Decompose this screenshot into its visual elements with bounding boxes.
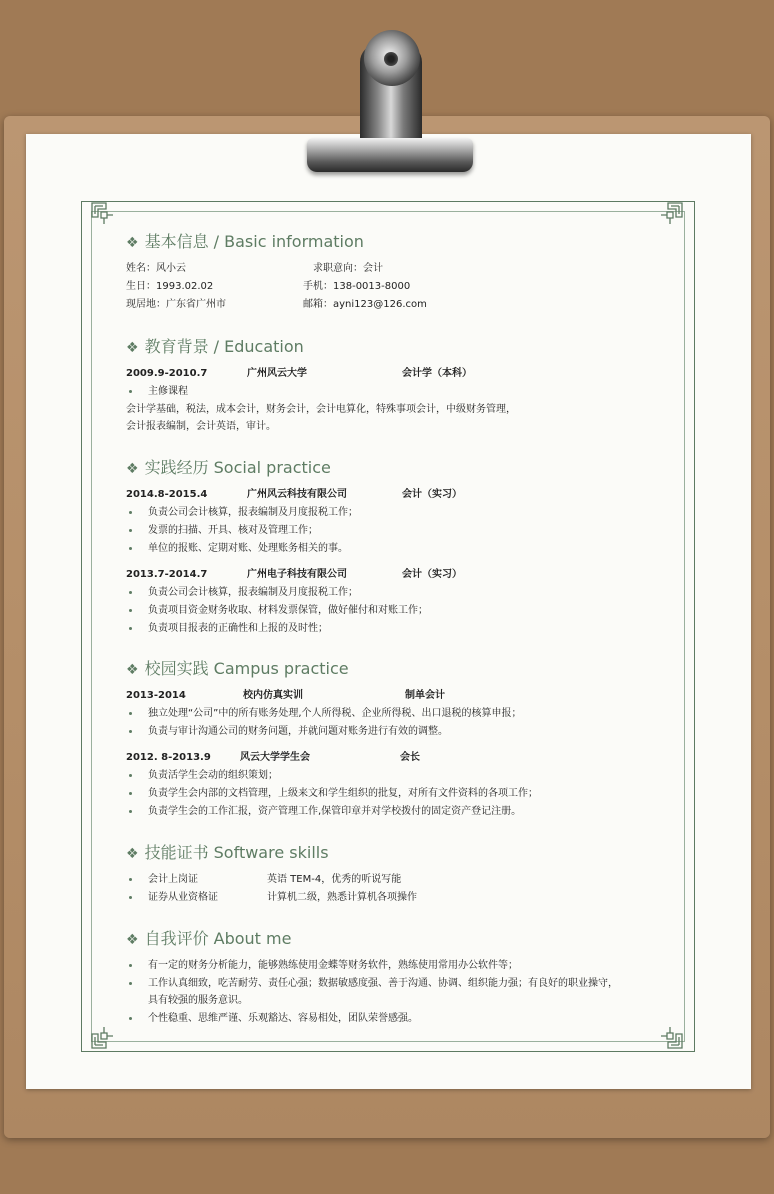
section-heading-skills: ❖ 技能证书 Software skills (126, 843, 329, 862)
corner-ornament-icon (659, 202, 683, 226)
job-company: 广州电子科技有限公司 (247, 569, 347, 580)
campus-item: 负责学生会的工作汇报，资产管理工作,保管印章并对学校拨付的固定资产登记注册。 (148, 806, 522, 817)
section-heading-practice: ❖ 实践经历 Social practice (126, 458, 331, 477)
about-item: 具有较强的服务意识。 (148, 995, 248, 1006)
bullet-icon (129, 810, 132, 813)
bullet-icon (129, 1017, 132, 1020)
binder-clip-hole (384, 52, 398, 66)
job-item: 负责公司会计核算，报表编制及月度报税工作； (148, 507, 358, 518)
bullet-icon (129, 878, 132, 881)
corner-ornament-icon (659, 1025, 683, 1049)
edu-bullet: 主修课程 (148, 386, 188, 397)
bullet-icon (129, 591, 132, 594)
bullet-icon (129, 529, 132, 532)
job-item: 单位的报账、定期对账、处理账务相关的事。 (148, 543, 348, 554)
job-item: 负责公司会计核算，报表编制及月度报税工作； (148, 587, 358, 598)
campus-org: 风云大学学生会 (240, 752, 310, 763)
bullet-icon (129, 712, 132, 715)
diamond-bullet-icon: ❖ (126, 662, 139, 678)
corner-ornament-icon (91, 202, 115, 226)
skill-item: 英语 TEM-4，优秀的听说写能 (267, 874, 402, 885)
bullet-icon (129, 730, 132, 733)
edu-course-line: 会计学基础，税法，成本会计，财务会计，会计电算化，特殊事项会计，中级财务管理， (126, 404, 516, 415)
bullet-icon (129, 609, 132, 612)
skill-item: 计算机二级，熟悉计算机各项操作 (267, 892, 417, 903)
job-period: 2014.8-2015.4 (126, 489, 208, 500)
bullet-icon (129, 792, 132, 795)
skill-cert: 证券从业资格证 (148, 892, 218, 903)
campus-period: 2013-2014 (126, 690, 186, 701)
diamond-bullet-icon: ❖ (126, 846, 139, 862)
bullet-icon (129, 390, 132, 393)
about-item: 工作认真细致，吃苦耐劳、责任心强；数据敏感度强、善于沟通、协调、组织能力强；有良好的职业操守， (148, 978, 618, 989)
info-name: 姓名：风小云 (126, 263, 186, 274)
campus-org: 校内仿真实训 (243, 690, 303, 701)
job-role: 会计（实习） (402, 569, 462, 580)
info-phone: 手机：138-0013-8000 (303, 281, 411, 292)
edu-period: 2009.9-2010.7 (126, 368, 208, 379)
bullet-icon (129, 547, 132, 550)
edu-school: 广州风云大学 (247, 368, 307, 379)
binder-clip-base (307, 138, 473, 172)
info-email: 邮箱：ayni123@126.com (303, 299, 427, 310)
info-address: 现居地：广东省广州市 (126, 299, 226, 310)
job-period: 2013.7-2014.7 (126, 569, 208, 580)
about-item: 有一定的财务分析能力，能够熟练使用金蝶等财务软件，熟练使用常用办公软件等； (148, 960, 518, 971)
campus-role: 制单会计 (405, 690, 445, 701)
edu-course-line: 会计报表编制，会计英语，审计。 (126, 421, 276, 432)
section-heading-education: ❖ 教育背景 / Education (126, 337, 304, 356)
info-objective: 求职意向：会计 (313, 263, 383, 274)
edu-major: 会计学（本科） (402, 368, 472, 379)
diamond-bullet-icon: ❖ (126, 461, 139, 477)
bullet-icon (129, 774, 132, 777)
section-heading-about: ❖ 自我评价 About me (126, 929, 292, 948)
corner-ornament-icon (91, 1025, 115, 1049)
job-item: 负责项目报表的正确性和上报的及时性； (148, 623, 328, 634)
bullet-icon (129, 627, 132, 630)
diamond-bullet-icon: ❖ (126, 932, 139, 948)
campus-item: 负责学生会内部的文档管理，上级来文和学生组织的批复，对所有文件资料的各项工作； (148, 788, 538, 799)
campus-period: 2012. 8-2013.9 (126, 752, 211, 763)
campus-item: 负责活学生会动的组织策划； (148, 770, 278, 781)
campus-item: 独立处理“公司”中的所有账务处理,个人所得税、企业所得税、出口退税的核算申报； (148, 708, 522, 719)
job-company: 广州风云科技有限公司 (247, 489, 347, 500)
bullet-icon (129, 964, 132, 967)
diamond-bullet-icon: ❖ (126, 340, 139, 356)
about-item: 个性稳重、思维严谨、乐观豁达、容易相处，团队荣誉感强。 (148, 1013, 418, 1024)
job-role: 会计（实习） (402, 489, 462, 500)
section-heading-campus: ❖ 校园实践 Campus practice (126, 659, 349, 678)
skill-cert: 会计上岗证 (148, 874, 198, 885)
section-heading-basic: ❖ 基本信息 / Basic information (126, 232, 364, 251)
bullet-icon (129, 511, 132, 514)
bullet-icon (129, 982, 132, 985)
job-item: 负责项目资金财务收取、材料发票保管，做好催付和对账工作； (148, 605, 428, 616)
diamond-bullet-icon: ❖ (126, 235, 139, 251)
info-birth: 生日：1993.02.02 (126, 281, 214, 292)
job-item: 发票的扫描、开具、核对及管理工作； (148, 525, 318, 536)
campus-item: 负责与审计沟通公司的财务问题，并就问题对账务进行有效的调整。 (148, 726, 448, 737)
campus-role: 会长 (400, 752, 420, 763)
bullet-icon (129, 896, 132, 899)
